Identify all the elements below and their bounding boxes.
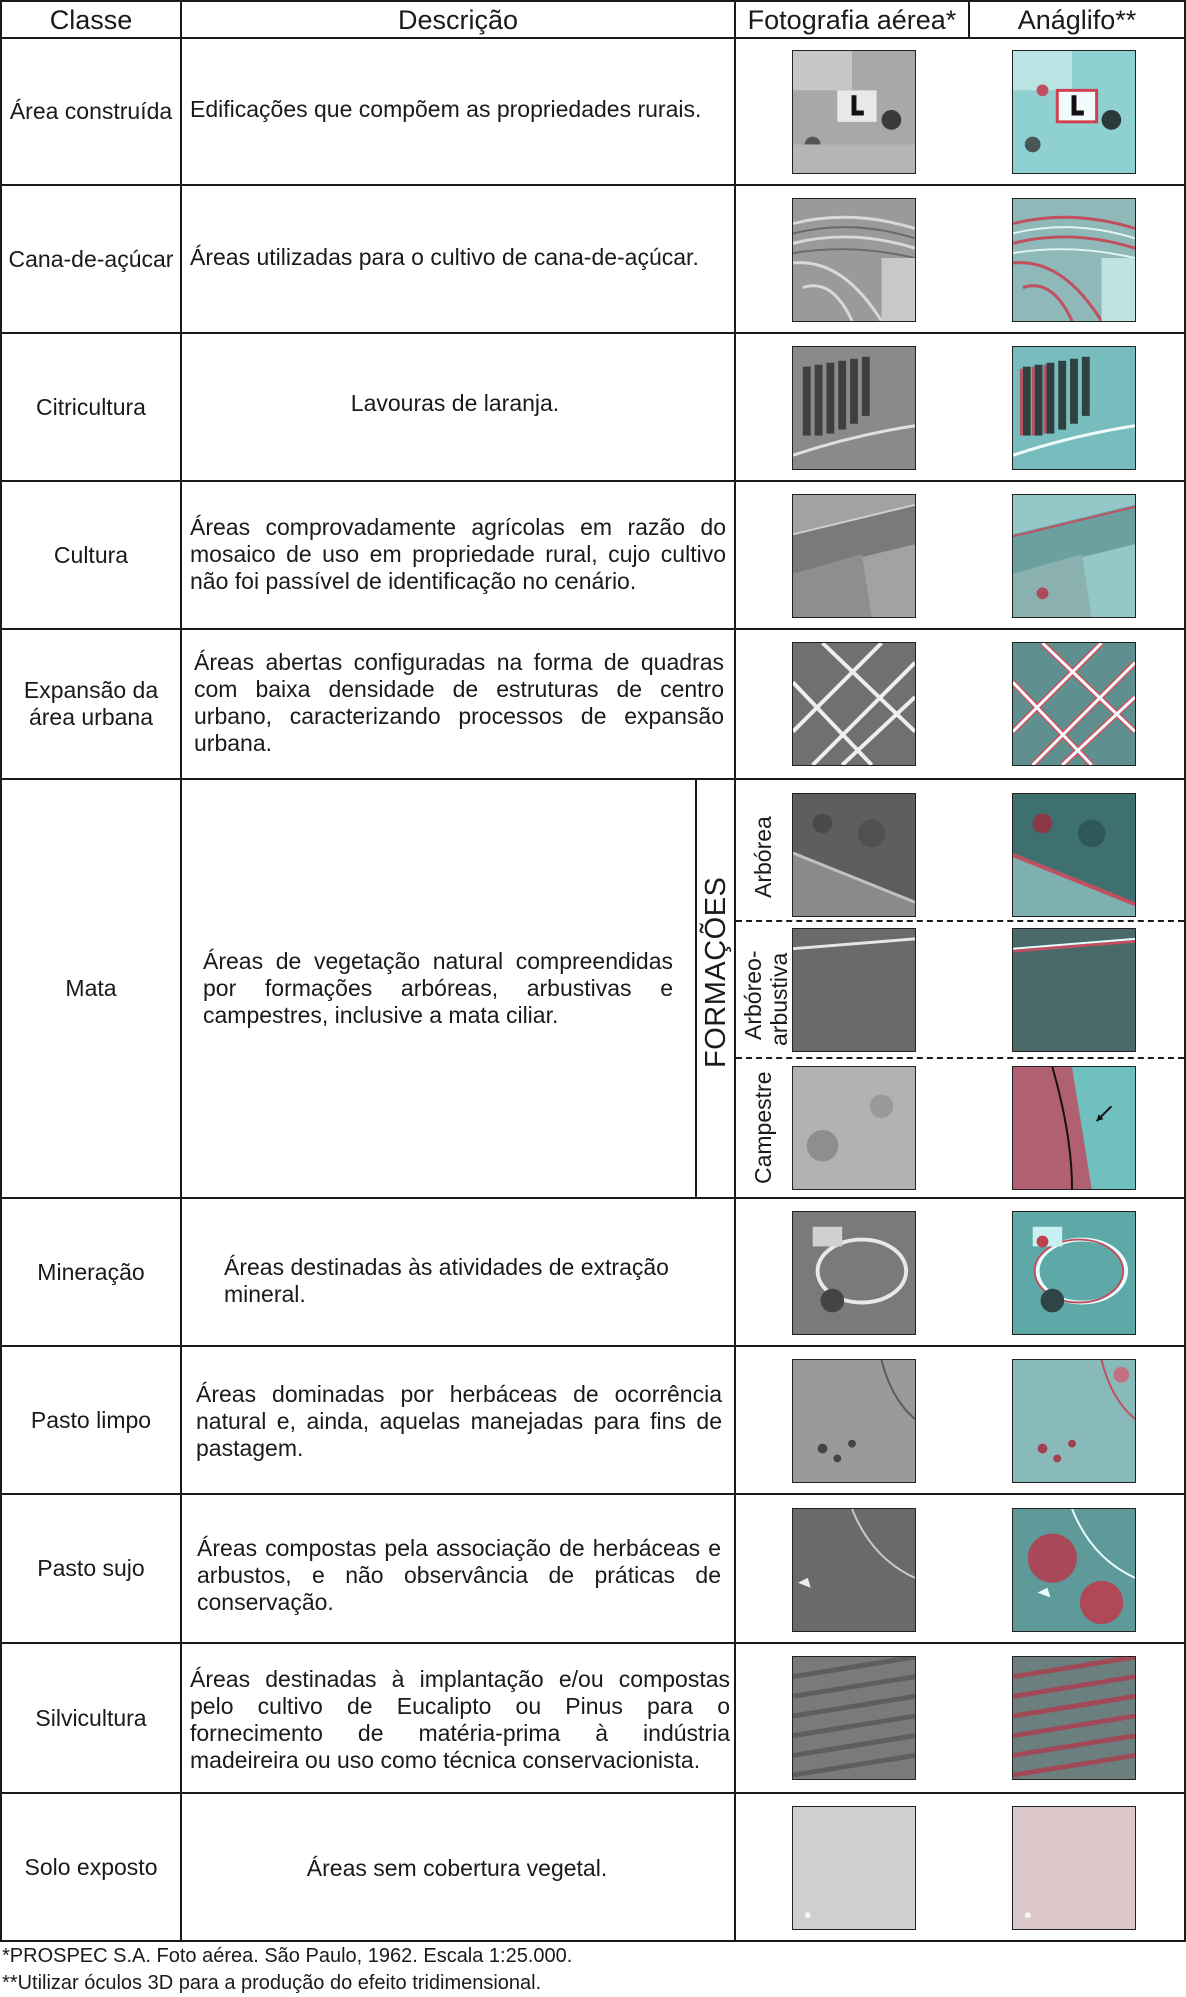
descricao-mata: Áreas de vegetação natural compreendidas por formações arbóreas, arbustivas e campestres, inclusive a mata ciliar. xyxy=(203,948,673,1028)
classe-cana: Cana-de-açúcar xyxy=(8,245,174,272)
classe-area-construida: Área construída xyxy=(9,98,173,124)
descricao-cultura: Áreas comprovadamente agrícolas em razão do mosaico de uso em propriedade rural, cujo cultivo não foi passível de identificação no cenário. xyxy=(190,514,726,594)
anaglifo-citricultura xyxy=(1012,346,1136,470)
anaglifo-pasto-limpo xyxy=(1012,1359,1136,1483)
descricao-solo-exposto: Áreas sem cobertura vegetal. xyxy=(306,1855,608,1881)
anaglifo-mineracao xyxy=(1012,1211,1136,1335)
descricao-cana: Áreas utilizadas para o cultivo de cana-de-açúcar. xyxy=(190,244,699,270)
anaglifo-expansao xyxy=(1012,642,1136,766)
anaglifo-cana xyxy=(1012,198,1136,322)
anaglifo-mata-arborea xyxy=(1012,793,1136,917)
mata-formacoes-divider xyxy=(695,780,697,1198)
classe-mineracao: Mineração xyxy=(37,1258,145,1285)
anaglifo-mata-arboreo-arbustiva xyxy=(1012,928,1136,1052)
sub-label-arboreo: Arbóreo- xyxy=(740,950,766,1040)
anaglifo-pasto-sujo xyxy=(1012,1508,1136,1632)
foto-cana xyxy=(792,198,916,322)
descricao-area-construida: Edificações que compõem as propriedades rurais. xyxy=(190,96,702,122)
classe-pasto-sujo: Pasto sujo xyxy=(37,1555,145,1581)
classe-mata: Mata xyxy=(65,975,117,1001)
col-divider-2 xyxy=(734,0,736,1942)
foto-mata-arborea xyxy=(792,793,916,917)
anaglifo-solo-exposto xyxy=(1012,1806,1136,1930)
foto-pasto-sujo xyxy=(792,1508,916,1632)
formacoes-label: FORMAÇÕES xyxy=(700,876,732,1068)
foto-citricultura xyxy=(792,346,916,470)
footnote-anaglifo: **Utilizar óculos 3D para a produção do efeito tridimensional. xyxy=(2,1972,542,1994)
classe-cultura: Cultura xyxy=(53,541,129,568)
foto-mineracao xyxy=(792,1211,916,1335)
classe-expansao: Expansão da área urbana xyxy=(23,677,159,730)
sub-label-arborea: Arbórea xyxy=(750,816,776,898)
classe-citricultura: Citricultura xyxy=(36,393,146,420)
descricao-expansao: Áreas abertas configuradas na forma de quadras com baixa densidade de estruturas de centro urbano, caracterizando processos de expansão urbana. xyxy=(194,649,724,756)
foto-mata-campestre xyxy=(792,1066,916,1190)
foto-area-construida xyxy=(792,50,916,174)
anaglifo-cultura xyxy=(1012,494,1136,618)
foto-solo-exposto xyxy=(792,1806,916,1930)
foto-cultura xyxy=(792,494,916,618)
header-fotografia: Fotografia aérea* xyxy=(747,5,957,35)
descricao-pasto-sujo: Áreas compostas pela associação de herbáceas e arbustos, e não observância de práticas de conservação. xyxy=(197,1535,721,1615)
table-border-top xyxy=(0,0,1186,2)
header-classe: Classe xyxy=(49,5,133,35)
anaglifo-mata-campestre xyxy=(1012,1066,1136,1190)
footnote-fotografia: *PROSPEC S.A. Foto aérea. São Paulo, 1962. Escala 1:25.000. xyxy=(2,1945,573,1967)
mata-dashed-separator xyxy=(736,1057,1184,1059)
foto-silvicultura xyxy=(792,1656,916,1780)
header-descricao: Descrição xyxy=(397,5,519,35)
classe-silvicultura: Silvicultura xyxy=(35,1704,147,1731)
sub-label-arbustiva: arbustiva xyxy=(766,952,792,1046)
anaglifo-silvicultura xyxy=(1012,1656,1136,1780)
mata-dashed-separator xyxy=(736,920,1184,922)
col-divider-1 xyxy=(180,0,182,1942)
sub-label-campestre: Campestre xyxy=(750,1071,776,1184)
descricao-silvicultura: Áreas destinadas à implantação e/ou compostas pelo cultivo de Eucalipto ou Pinus para o fornecimento de matéria-prima à indústria madeireira ou uso como técnica conservacionista. xyxy=(190,1666,730,1773)
anaglifo-area-construida xyxy=(1012,50,1136,174)
descricao-pasto-limpo: Áreas dominadas por herbáceas de ocorrência natural e, ainda, aquelas manejadas para fins de pastagem. xyxy=(196,1381,722,1461)
classe-pasto-limpo: Pasto limpo xyxy=(30,1406,152,1433)
descricao-mineracao: Áreas destinadas às atividades de extração mineral. xyxy=(224,1254,669,1307)
table-border-bottom xyxy=(0,1940,1186,1942)
classe-solo-exposto: Solo exposto xyxy=(24,1853,158,1880)
foto-expansao xyxy=(792,642,916,766)
descricao-citricultura: Lavouras de laranja. xyxy=(350,390,560,416)
foto-mata-arboreo-arbustiva xyxy=(792,928,916,1052)
header-anaglifo: Anáglifo** xyxy=(1017,5,1137,35)
foto-pasto-limpo xyxy=(792,1359,916,1483)
